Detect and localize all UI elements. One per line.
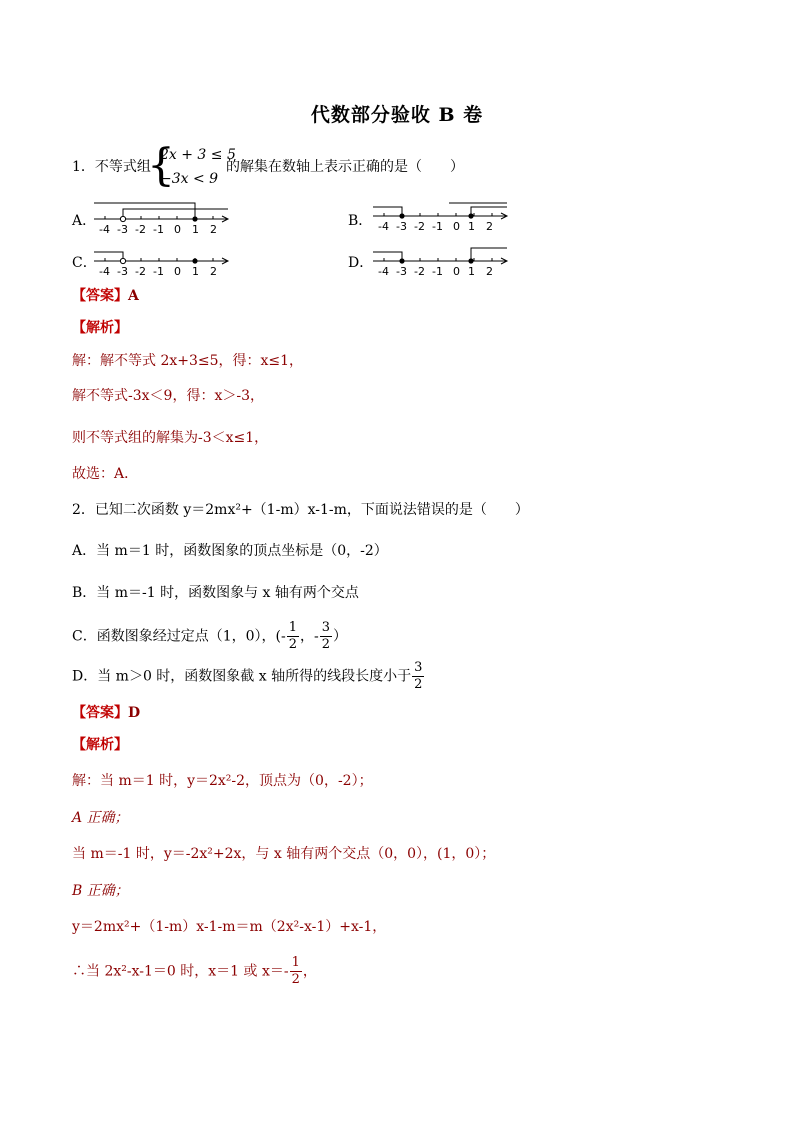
number-line-c — [92, 244, 232, 280]
tick-label: -4 — [378, 265, 389, 278]
tick-label: 1 — [192, 265, 199, 278]
q2-option-a: A．当 m＝1 时，函数图象的顶点坐标是（0，-2） — [72, 543, 388, 559]
q2-solution-line-6: ∴当 2x²-x-1＝0 时，x＝1 或 x＝- $\frac{1}{2}$ ， — [72, 955, 317, 987]
tick-label: -2 — [135, 265, 146, 278]
tick-label: -3 — [396, 265, 407, 278]
tick-label: -4 — [378, 220, 389, 233]
fraction: $\frac{3}{2}$ — [321, 620, 331, 652]
q2-solution-line-5: y＝2mx²+（1-m）x-1-m＝m（2x²-x-1）+x-1， — [72, 919, 387, 935]
system-line-2: −3x < 9 — [160, 171, 219, 187]
number-line-b — [371, 198, 511, 238]
tick-label: -2 — [414, 265, 425, 278]
tick-label: 0 — [174, 265, 181, 278]
q2-solution-line-3: 当 m＝-1 时，y＝-2x²+2x，与 x 轴有两个交点（0，0），(1，0）； — [72, 846, 496, 862]
tick-label: -4 — [99, 223, 110, 236]
q2-option-b: B．当 m＝-1 时，函数图象与 x 轴有两个交点 — [72, 585, 359, 601]
tick-label: -2 — [414, 220, 425, 233]
q2-solution-line-1: 解：当 m＝1 时，y＝2x²-2，顶点为（0，-2）； — [72, 773, 373, 789]
tick-label: 2 — [210, 223, 217, 236]
q1-suffix: 的解集在数轴上表示正确的是（ ） — [226, 159, 464, 175]
q1-solution-line-1: 解：解不等式 2x+3≤5，得：x≤1， — [72, 353, 304, 369]
tick-label: 1 — [192, 223, 199, 236]
q1-solution-line-2: 解不等式-3x＜9，得：x＞-3， — [72, 388, 264, 404]
tick-label: 2 — [210, 265, 217, 278]
tick-label: -3 — [117, 265, 128, 278]
q2-analysis-label: 【解析】 — [72, 737, 128, 753]
system-line-1: 2x + 3 ≤ 5 — [160, 147, 236, 163]
tick-label: 0 — [453, 220, 460, 233]
q1-answer — [72, 286, 139, 306]
tick-label: 1 — [468, 265, 475, 278]
tick-label: -4 — [99, 265, 110, 278]
page-title: 代数部分验收 B 卷 — [310, 104, 484, 126]
tick-label: 2 — [486, 265, 493, 278]
tick-label: -3 — [117, 223, 128, 236]
q2-solution-line-4: B 正确； — [72, 883, 129, 899]
tick-label: -1 — [432, 265, 443, 278]
tick-label: 0 — [453, 265, 460, 278]
q1-option-b-label: B． — [348, 213, 373, 229]
tick-label: -2 — [135, 223, 146, 236]
tick-label: -1 — [153, 265, 164, 278]
q1-option-d-label: D． — [348, 255, 374, 271]
answer-value: D — [128, 705, 141, 721]
answer-value: A — [128, 288, 139, 304]
tick-label: -1 — [153, 223, 164, 236]
q1-solution-line-4: 故选：A． — [72, 466, 139, 482]
answer-label: 【答案】 — [72, 705, 128, 721]
q1-prefix: 1．不等式组 — [72, 159, 151, 175]
fraction: $\frac{3}{2}$ — [414, 660, 423, 692]
q2-option-d: D．当 m＞0 时，函数图象截 x 轴所得的线段长度小于 $\frac{3}{2}$ — [72, 660, 423, 692]
q1-option-c-label: C． — [72, 255, 97, 271]
system-brace: { — [147, 140, 175, 191]
fraction: $\frac{1}{2}$ — [291, 955, 300, 987]
number-line-a — [92, 198, 232, 238]
tick-label: 1 — [468, 220, 475, 233]
answer-label: 【答案】 — [72, 288, 128, 304]
q1-solution-line-3: 则不等式组的解集为-3＜x≤1， — [72, 430, 269, 446]
number-line-d — [371, 244, 511, 280]
q2-option-c: C．函数图象经过定点（1，0），(- $\frac{1}{2}$ ，- $\frac{3}{2}$ ） — [72, 620, 348, 652]
tick-label: 0 — [174, 223, 181, 236]
q2-solution-line-2: A 正确； — [72, 810, 129, 826]
tick-label: -3 — [396, 220, 407, 233]
q2-stem: 2．已知二次函数 y＝2mx²+（1-m）x-1-m，下面说法错误的是（ ） — [72, 502, 529, 518]
tick-label: 2 — [486, 220, 493, 233]
q1-option-a-label: A． — [72, 213, 97, 229]
q1-analysis-label: 【解析】 — [72, 320, 128, 336]
tick-label: -1 — [432, 220, 443, 233]
fraction: $\frac{1}{2}$ — [288, 620, 297, 652]
q2-answer — [72, 703, 140, 723]
